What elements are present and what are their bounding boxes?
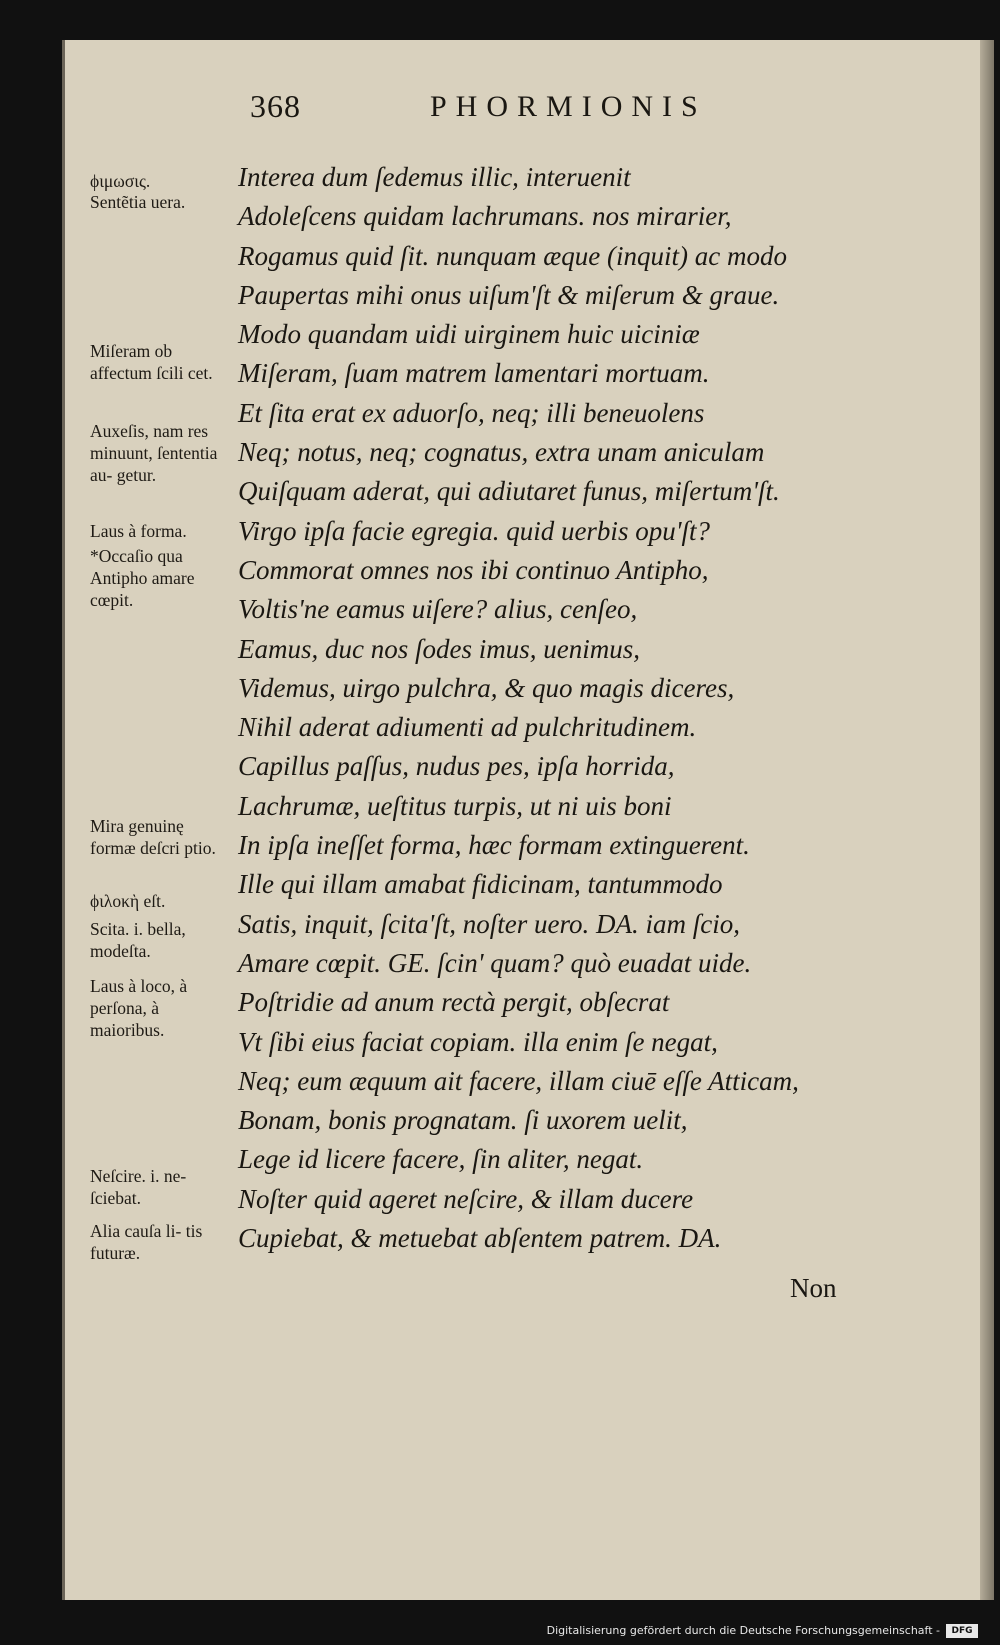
verse-line: Modo quandam uidi uirginem huic uiciniæ [238,319,700,350]
verse-line: Commorat omnes nos ibi continuo Antipho, [238,554,709,585]
running-title: PHORMIONIS [430,90,707,123]
margin-gloss: Laus à loco, à perſona, à maioribus. [90,976,188,1040]
dfg-logo: DFG [946,1624,978,1638]
verse-line: Virgo ipſa facie egregia. quid uerbis opu'ſt? [238,515,710,546]
verse-line: Voltis'ne eamus uiſere? alius, cenſeo, [238,594,638,625]
verse-line: Quiſquam aderat, qui adiutaret funus, miſertum'ſt. [238,476,780,507]
margin-gloss: ϕιλοκὴ eſt. [90,891,166,911]
verse-line: Ille qui illam amabat fidicinam, tantummodo [238,869,723,900]
verse-line: Rogamus quid ſit. nunquam æque (inquit) ac modo [238,240,787,271]
margin-gloss: Mira genuinę formæ deſcri ptio. [90,816,216,858]
verse-line: Interea dum ſedemus illic, interuenit [238,162,631,192]
margin-gloss: Alia cauſa li- tis futuræ. [90,1221,203,1263]
catchword: Non [790,1273,837,1303]
verse-line: Cupiebat, & metuebat abſentem patrem. DA. [238,1223,722,1254]
verse-line: Et ſita erat ex aduorſo, neq; illi beneuolens [238,397,705,428]
verse-line: Amare cœpit. GE. ſcin' quam? quò euadat uide. [238,947,752,978]
margin-gloss: ϕιμωσις. [90,171,151,191]
margin-gloss: *Occaſio qua Antipho amare cœpit. [90,546,195,610]
footer-bar [0,1605,1000,1645]
verse-line: Miſeram, ſuam matrem lamentari mortuam. [238,358,710,389]
verse-line: Paupertas mihi onus uiſum'ſt & miſerum & graue. [238,279,780,310]
page-header [250,88,850,128]
verse-line: Satis, inquit, ſcita'ſt, noſter uero. DA. iam ſcio, [238,908,740,939]
verse-line: Videmus, uirgo pulchra, & quo magis diceres, [238,672,735,703]
margin-gloss: Auxeſis, nam res minuunt, ſententia au- getur. [90,421,218,485]
verse-line: Adoleſcens quidam lachrumans. nos mirarier, [238,201,732,232]
margin-gloss: Scita. i. bella, modeſta. [90,919,186,961]
verse-text [238,158,918,1258]
verse-line: Eamus, duc nos ſodes imus, uenimus, [238,633,640,664]
verse-line: Lege id licere facere, ſin aliter, negat. [238,1144,644,1175]
margin-gloss: Sentẽtia uera. [90,192,186,212]
verse-line: Neq; notus, neq; cognatus, extra unam aniculam [238,437,765,468]
verse-line: Poſtridie ad anum rectà pergit, obſecrat [238,987,670,1018]
verse-line: Bonam, bonis prognatam. ſi uxorem uelit, [238,1105,688,1136]
page-edge [980,40,994,1600]
verse-line: Vt ſibi eius faciat copiam. illa enim ſe negat, [238,1026,718,1057]
verse-line: Neq; eum æquum ait facere, illam ciuē eſſe Atticam, [238,1065,799,1096]
verse-line: Lachrumæ, ueſtitus turpis, ut ni uis boni [238,790,672,821]
verse-line: Capillus paſſus, nudus pes, ipſa horrida, [238,751,675,782]
margin-gloss: Neſcire. i. ne- ſciebat. [90,1166,187,1208]
verse-line: Nihil aderat adiumenti ad pulchritudinem. [238,712,697,743]
margin-gloss: Miſeram ob affectum ſcili cet. [90,341,213,383]
margin-gloss: Laus à forma. [90,521,187,541]
verse-line: Noſter quid ageret neſcire, & illam ducere [238,1183,694,1214]
verse-line: In ipſa ineſſet forma, hæc formam extinguerent. [238,830,750,861]
funding-credit: Digitalisierung gefördert durch die Deutsche Forschungsgemeinschaft - [546,1624,940,1637]
page-number: 368 [250,88,301,124]
